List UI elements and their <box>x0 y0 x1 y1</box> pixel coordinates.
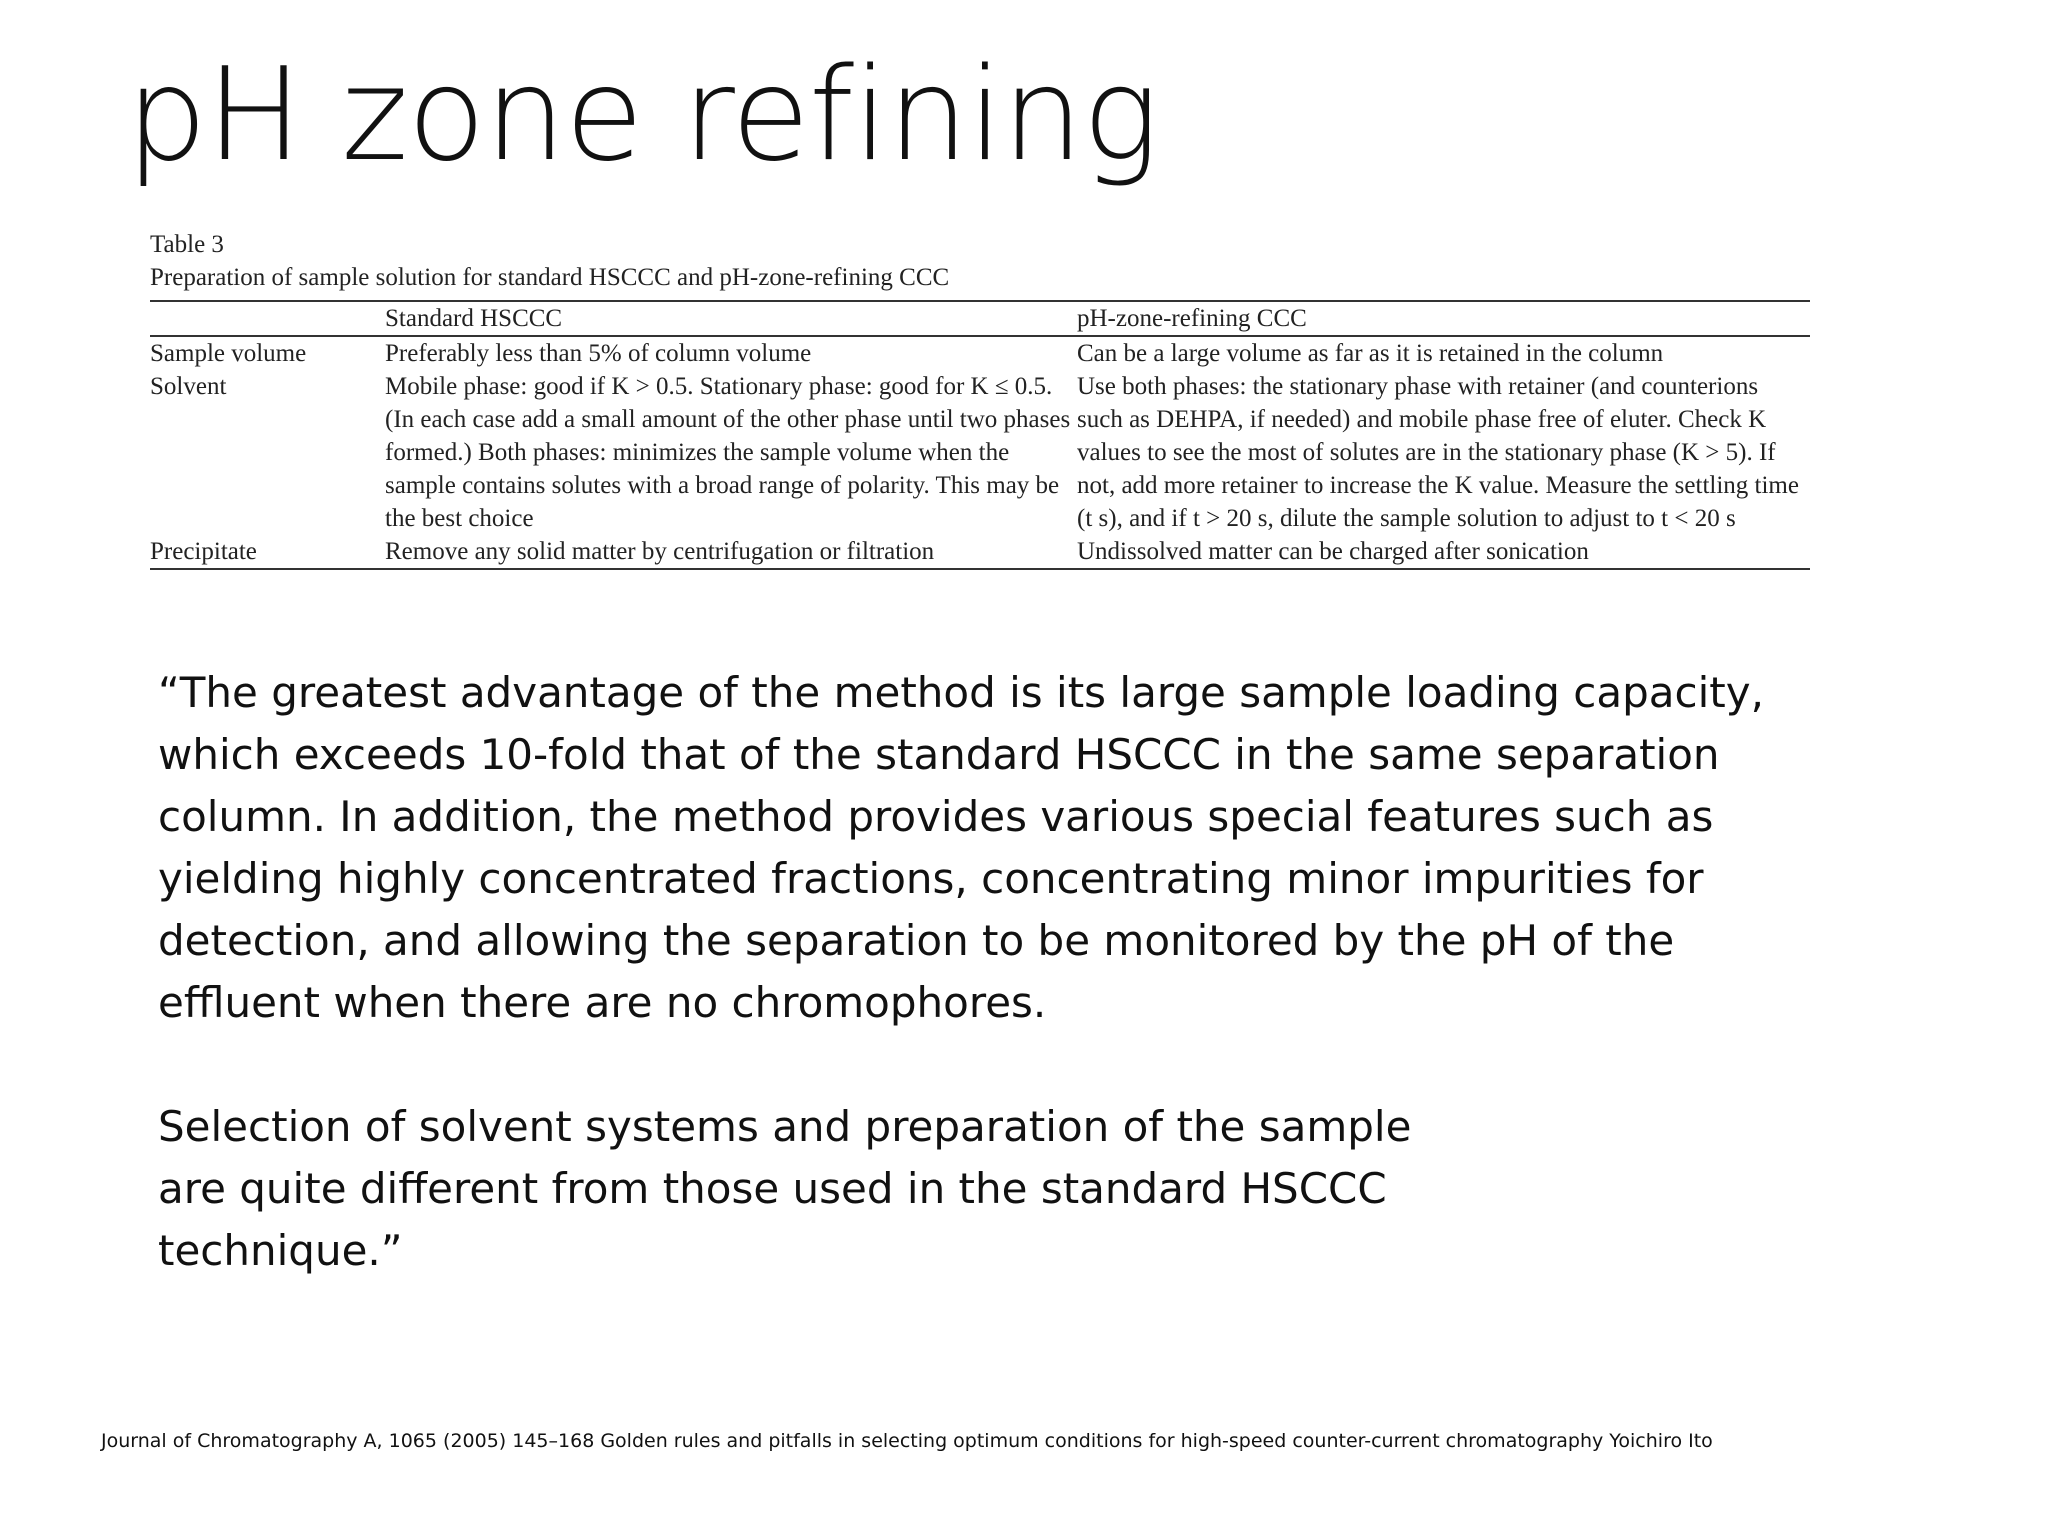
table-bottom-rule <box>150 568 1810 570</box>
table-header-row <box>150 302 1810 335</box>
table-cell-ph-zone: Can be a large volume as far as it is retained in the column <box>1077 340 1664 367</box>
table-row <box>150 337 1810 370</box>
table-cell-standard: Preferably less than 5% of column volume <box>385 340 812 367</box>
table-header-cell: pH-zone-refining CCC <box>1077 305 1307 332</box>
quote-block <box>158 662 1858 1282</box>
table-cell-ph-zone: Use both phases: the stationary phase with retainer (and counterions such as DEHPA, if needed) and mobile phase free of eluter. Check K values to see the most of solutes are in the stationary phase (K > 5). If not, add more retainer to increase the K value. Measure the settling time (t s), and if t > 20 s, dilute the sample solution to adjust to t < 20 s <box>1077 373 1799 532</box>
sample-preparation-table <box>150 302 1810 568</box>
table-cell-standard: Mobile phase: good if K > 0.5. Stationary phase: good for K ≤ 0.5. (In each case add a small amount of the other phase until two phases formed.) Both phases: minimizes the sample volume when the sample contains solutes with a broad range of polarity. This may be the best choice <box>385 373 1071 532</box>
quote-paragraph: “The greatest advantage of the method is its large sample loading capacity, which exceeds 10-fold that of the standard HSCCC in the same separation column. In addition, the method provides various special features such as yielding highly concentrated fractions, concentrating minor impurities for detection, and allowing the separation to be monitored by the pH of the effluent when there are no chromophores. <box>158 668 1764 1027</box>
table-cell-label: Sample volume <box>150 340 307 367</box>
slide-title: pH zone refining <box>126 41 1159 190</box>
table-cell-ph-zone: Undissolved matter can be charged after sonication <box>1077 538 1589 565</box>
table-cell-label: Precipitate <box>150 538 257 565</box>
table-caption-number: Table 3 <box>150 231 224 258</box>
table-row <box>150 370 1810 535</box>
table-row <box>150 535 1810 568</box>
quote-paragraph: Selection of solvent systems and preparation of the sample are quite different from those used in the standard HSCCC technique.” <box>158 1102 1412 1275</box>
table-header-cell <box>150 302 385 335</box>
citation-footer: Journal of Chromatography A, 1065 (2005) 145–168 Golden rules and pitfalls in selecting optimum conditions for high-speed counter-current chromatography Yoichiro Ito <box>101 1430 1713 1452</box>
table-figure <box>150 228 1810 570</box>
table-header-cell: Standard HSCCC <box>385 305 563 332</box>
table-cell-label: Solvent <box>150 373 227 400</box>
table-cell-standard: Remove any solid matter by centrifugation or filtration <box>385 538 935 565</box>
table-caption-title: Preparation of sample solution for standard HSCCC and pH-zone-refining CCC <box>150 264 950 291</box>
